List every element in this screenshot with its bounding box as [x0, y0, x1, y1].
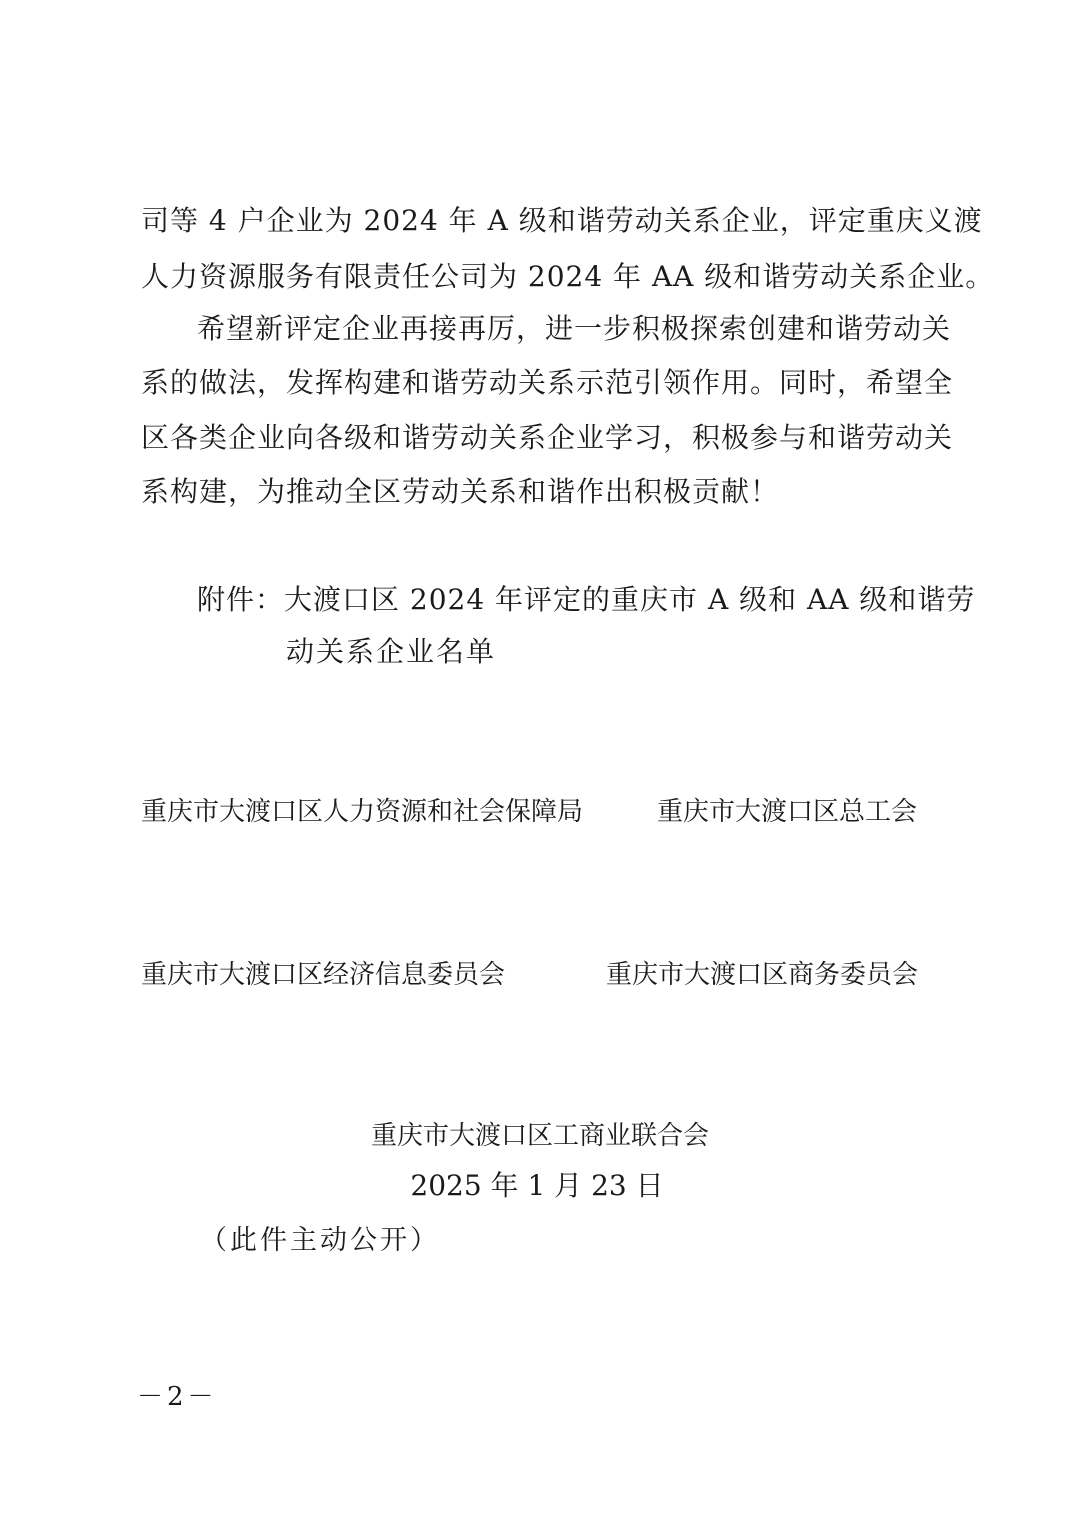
signature-economic-info-commission: 重庆市大渡口区经济信息委员会	[141, 960, 506, 990]
body-line-2: 人力资源服务有限责任公司为 2024 年 AA 级和谐劳动关系企业。	[141, 260, 995, 293]
body-line-4: 系的做法，发挥构建和谐劳动关系示范引领作用。同时，希望全	[141, 366, 954, 399]
page-number: －2－	[137, 1382, 218, 1412]
signature-commerce-commission: 重庆市大渡口区商务委员会	[606, 960, 919, 990]
attachment-line-1: 附件：大渡口区 2024 年评定的重庆市 A 级和 AA 级和谐劳	[197, 583, 976, 616]
signature-federation-of-trade-unions: 重庆市大渡口区总工会	[657, 797, 918, 827]
body-line-3: 希望新评定企业再接再厉，进一步积极探索创建和谐劳动关	[197, 312, 952, 345]
disclosure-note: （此件主动公开）	[200, 1225, 440, 1256]
signature-federation-of-industry-commerce: 重庆市大渡口区工商业联合会	[371, 1121, 710, 1151]
attachment-line-2: 动关系企业名单	[286, 635, 497, 668]
body-line-1: 司等 4 户企业为 2024 年 A 级和谐劳动关系企业，评定重庆义渡	[141, 204, 983, 237]
signature-hrss-bureau: 重庆市大渡口区人力资源和社会保障局	[141, 797, 584, 827]
body-line-6: 系构建，为推动全区劳动关系和谐作出积极贡献！	[141, 475, 780, 508]
document-date: 2025 年 1 月 23 日	[410, 1169, 664, 1202]
body-line-5: 区各类企业向各级和谐劳动关系企业学习，积极参与和谐劳动关	[141, 421, 954, 454]
